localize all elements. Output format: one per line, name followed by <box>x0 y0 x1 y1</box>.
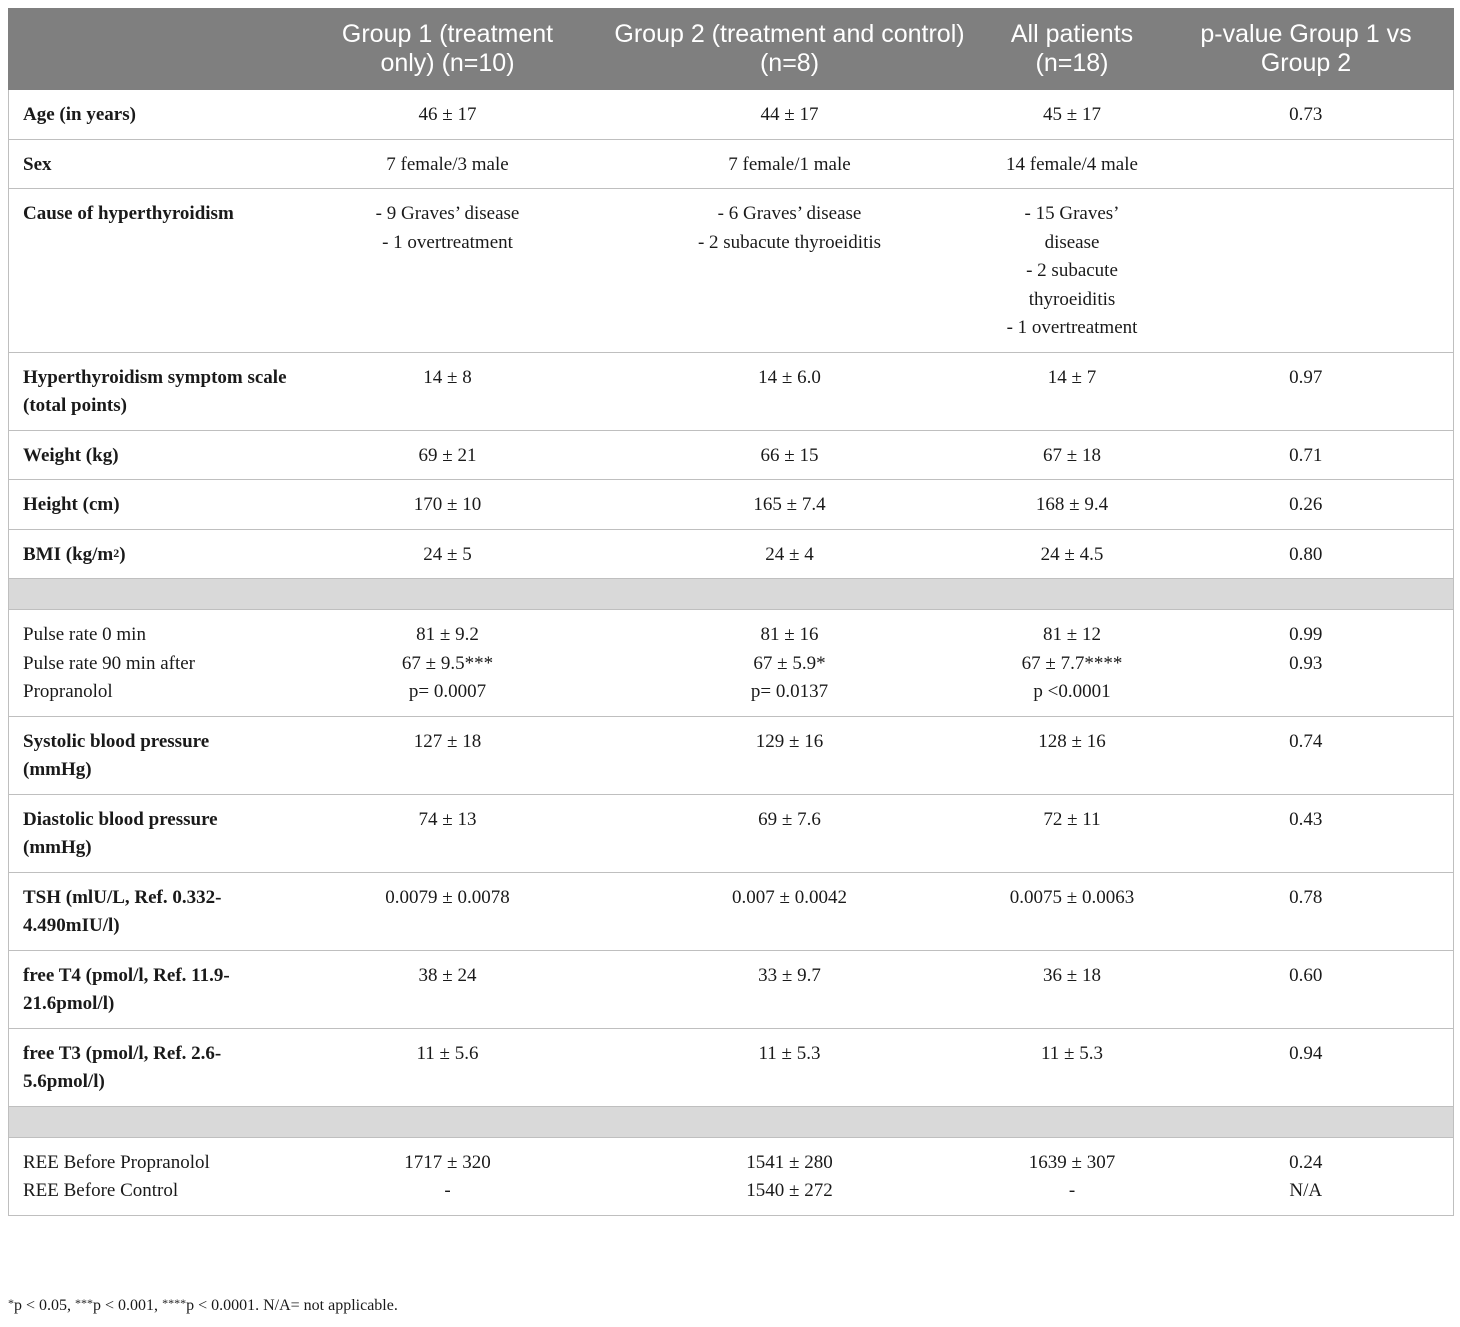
cell-group1: 14 ± 8 <box>302 352 594 430</box>
row-label: Diastolic blood pressure (mmHg) <box>9 794 302 872</box>
cell-group2: 1541 ± 280 1540 ± 272 <box>594 1137 986 1215</box>
separator-row <box>9 1106 1454 1137</box>
table-container <box>8 8 1453 1216</box>
row-weight <box>9 430 1454 480</box>
cell-group2: 7 female/1 male <box>594 139 986 189</box>
cell-all: 168 ± 9.4 <box>986 480 1159 530</box>
header-group1: Group 1 (treatment only) (n=10) <box>302 8 594 90</box>
row-label <box>9 529 302 579</box>
row-label: free T4 (pmol/l, Ref. 11.9- 21.6pmol/l) <box>9 950 302 1028</box>
cell-all: 36 ± 18 <box>986 950 1159 1028</box>
cell-group2: 81 ± 16 67 ± 5.9* p= 0.0137 <box>594 610 986 717</box>
row-diastolic <box>9 794 1454 872</box>
cell-all: 72 ± 11 <box>986 794 1159 872</box>
cell-group2: 11 ± 5.3 <box>594 1028 986 1106</box>
cell-group2: 33 ± 9.7 <box>594 950 986 1028</box>
row-label: Sex <box>9 139 302 189</box>
row-label: REE Before Propranolol REE Before Control <box>9 1137 302 1215</box>
cell-all: 128 ± 16 <box>986 716 1159 794</box>
cell-group1: 170 ± 10 <box>302 480 594 530</box>
row-label: Cause of hyperthyroidism <box>9 189 302 353</box>
cell-group1: 81 ± 9.2 67 ± 9.5*** p= 0.0007 <box>302 610 594 717</box>
cell-p: 0.78 <box>1159 872 1454 950</box>
cell-group1: 38 ± 24 <box>302 950 594 1028</box>
cell-group1: - 9 Graves’ disease - 1 overtreatment <box>302 189 594 353</box>
cell-group2: 66 ± 15 <box>594 430 986 480</box>
cell-p: 0.60 <box>1159 950 1454 1028</box>
row-bmi <box>9 529 1454 579</box>
bmi-label-close: ) <box>119 543 126 565</box>
cell-all: 14 ± 7 <box>986 352 1159 430</box>
cell-group2: - 6 Graves’ disease - 2 subacute thyroeiditis <box>594 189 986 353</box>
cell-group1: 7 female/3 male <box>302 139 594 189</box>
row-label: Height (cm) <box>9 480 302 530</box>
cell-p: 0.74 <box>1159 716 1454 794</box>
cell-group1: 0.0079 ± 0.0078 <box>302 872 594 950</box>
row-height <box>9 480 1454 530</box>
separator-band <box>9 1106 1454 1137</box>
cell-group1: 74 ± 13 <box>302 794 594 872</box>
row-label: Pulse rate 0 min Pulse rate 90 min after Propranolol <box>9 610 302 717</box>
cell-all: 11 ± 5.3 <box>986 1028 1159 1106</box>
cell-all: 0.0075 ± 0.0063 <box>986 872 1159 950</box>
row-age <box>9 90 1454 139</box>
separator-band <box>9 579 1454 610</box>
row-pulse-rate <box>9 610 1454 717</box>
cell-group2: 0.007 ± 0.0042 <box>594 872 986 950</box>
footnote-sup-1: * <box>8 1296 14 1310</box>
cell-p: 0.26 <box>1159 480 1454 530</box>
cell-group1: 11 ± 5.6 <box>302 1028 594 1106</box>
cell-group2: 69 ± 7.6 <box>594 794 986 872</box>
row-label: free T3 (pmol/l, Ref. 2.6- 5.6pmol/l) <box>9 1028 302 1106</box>
row-label: Hyperthyroidism symptom scale (total points) <box>9 352 302 430</box>
row-symptom-scale <box>9 352 1454 430</box>
cell-p <box>1159 189 1454 353</box>
footnote-sup-2: *** <box>75 1296 94 1310</box>
cell-p: 0.73 <box>1159 90 1454 139</box>
row-cause <box>9 189 1454 353</box>
bmi-label-superscript: 2 <box>113 545 120 560</box>
row-label: Age (in years) <box>9 90 302 139</box>
cell-all: 45 ± 17 <box>986 90 1159 139</box>
cell-p: 0.24 N/A <box>1159 1137 1454 1215</box>
row-label: TSH (mlU/L, Ref. 0.332- 4.490mIU/l) <box>9 872 302 950</box>
cell-all: 67 ± 18 <box>986 430 1159 480</box>
cell-all: - 15 Graves’ disease - 2 subacute thyroeiditis - 1 overtreatment <box>986 189 1159 353</box>
header-all-patients: All patients (n=18) <box>986 8 1159 90</box>
cell-group1: 69 ± 21 <box>302 430 594 480</box>
row-free-t3 <box>9 1028 1454 1106</box>
row-label: Weight (kg) <box>9 430 302 480</box>
cell-p: 0.97 <box>1159 352 1454 430</box>
footnote-sup-3: **** <box>162 1296 187 1310</box>
row-label: Systolic blood pressure (mmHg) <box>9 716 302 794</box>
row-ree <box>9 1137 1454 1215</box>
cell-all: 24 ± 4.5 <box>986 529 1159 579</box>
cell-p: 0.43 <box>1159 794 1454 872</box>
cell-group1: 1717 ± 320 - <box>302 1137 594 1215</box>
header-empty <box>9 8 302 90</box>
cell-all: 14 female/4 male <box>986 139 1159 189</box>
row-free-t4 <box>9 950 1454 1028</box>
cell-all: 81 ± 12 67 ± 7.7**** p <0.0001 <box>986 610 1159 717</box>
header-p-value: p-value Group 1 vs Group 2 <box>1159 8 1454 90</box>
row-tsh <box>9 872 1454 950</box>
cell-p: 0.71 <box>1159 430 1454 480</box>
cell-p: 0.99 0.93 <box>1159 610 1454 717</box>
cell-group1: 24 ± 5 <box>302 529 594 579</box>
row-sex <box>9 139 1454 189</box>
header-group2: Group 2 (treatment and control) (n=8) <box>594 8 986 90</box>
table-footnote <box>8 1297 398 1315</box>
cell-group1: 46 ± 17 <box>302 90 594 139</box>
cell-p <box>1159 139 1454 189</box>
patient-characteristics-table <box>8 8 1454 1216</box>
bmi-label-text: BMI (kg/m <box>23 543 114 565</box>
footnote-text-2: p < 0.001, <box>93 1297 163 1314</box>
cell-group2: 129 ± 16 <box>594 716 986 794</box>
cell-p: 0.80 <box>1159 529 1454 579</box>
cell-p: 0.94 <box>1159 1028 1454 1106</box>
cell-group1: 127 ± 18 <box>302 716 594 794</box>
cell-group2: 165 ± 7.4 <box>594 480 986 530</box>
footnote-text-1: p < 0.05, <box>14 1297 76 1314</box>
cell-all: 1639 ± 307 - <box>986 1137 1159 1215</box>
cell-group2: 24 ± 4 <box>594 529 986 579</box>
row-systolic <box>9 716 1454 794</box>
footnote-text-3: p < 0.0001. N/A= not applicable. <box>186 1297 398 1314</box>
cell-group2: 44 ± 17 <box>594 90 986 139</box>
cell-group2: 14 ± 6.0 <box>594 352 986 430</box>
header-row <box>9 8 1454 90</box>
separator-row <box>9 579 1454 610</box>
